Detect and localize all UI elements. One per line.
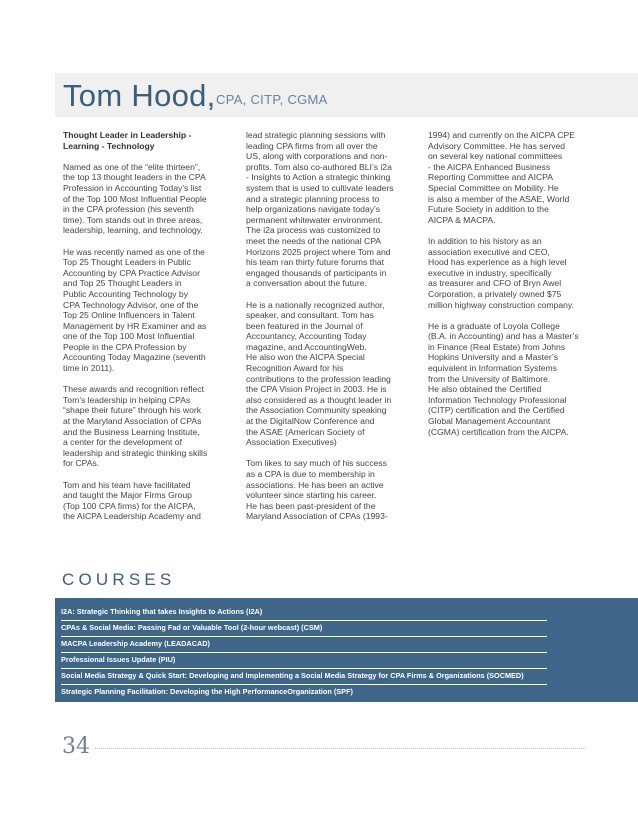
bio-line: association executive and CEO, [428, 246, 550, 257]
bio-line: million highway construction company. [428, 299, 575, 310]
bio-paragraph [428, 130, 598, 225]
course-item[interactable]: Social Media Strategy & Quick Start: Developing and Implementing a Social Media Strategy for CPA Firms & Organizations (SOCMED) [61, 668, 547, 685]
credentials: CPA, CITP, CGMA [216, 92, 328, 107]
bio-line: He also obtained the Certified [428, 384, 542, 395]
bio-line: Tom’s leadership in helping CPAs [63, 394, 191, 405]
bio-line: is also a member of the ASAE, World [428, 193, 570, 204]
bio-line: his team ran thirty future forums that [246, 257, 385, 268]
bio-line: equivalent in Information Systems [428, 363, 557, 374]
bio-line: leadership and strategic thinking skills [63, 447, 208, 458]
bio-line: US, along with corporations and non- [246, 151, 388, 162]
bio-line: He is a graduate of Loyola College [428, 320, 560, 331]
bio-line: Management by HR Examiner and as [63, 320, 207, 331]
bio-paragraph [246, 300, 416, 448]
bio-line: Profession in Accounting Today’s list [63, 182, 202, 193]
bio-line: He has been past-president of the [246, 500, 376, 511]
bio-line: help organizations navigate today’s [246, 204, 381, 215]
page-title: Tom Hood, [63, 78, 216, 113]
courses-heading: COURSES [62, 570, 176, 589]
course-item[interactable]: Professional Issues Update (PIU) [61, 652, 547, 669]
bio-line: Tom and his team have facilitated [63, 479, 191, 490]
bio-line: Named as one of the “elite thirteen”, [63, 161, 201, 172]
bio-paragraph [63, 162, 233, 236]
bio-line: on several key national committees [428, 151, 563, 162]
bio-line: Future Society in addition to the [428, 204, 549, 215]
bio-line: as a CPA is due to membership in [246, 469, 375, 479]
bio-line: Public Accounting Technology by [63, 288, 189, 299]
bio-line: These awards and recognition reflect [63, 384, 204, 395]
bio-line: and a strategic planning process to [246, 193, 380, 204]
course-item[interactable]: I2A: Strategic Thinking that takes Insights to Actions (I2A) [61, 604, 547, 621]
bio-line: Hopkins University and a Master’s [428, 352, 559, 363]
bio-line: a center for the development of [63, 437, 182, 448]
bio-line: leadership, learning, and technology. [63, 225, 203, 236]
bio-line: and the Business Learning Institute, [63, 426, 200, 437]
bio-line: “shape their future” through his work [63, 405, 202, 416]
bio-line: and Top 25 Thought Leaders in [63, 278, 182, 289]
course-item[interactable]: Strategic Planning Facilitation: Developing the High PerformanceOrganization (SPF) [61, 687, 353, 696]
bio-line: In addition to his history as an [428, 235, 542, 246]
bio-paragraph [246, 130, 416, 289]
bio-line: the CPA Vision Project in 2003. He is [246, 384, 387, 395]
bio-line: (B.A. in Accounting) and has a Master’s [428, 331, 579, 342]
bio-line: The i2a process was customized to [246, 225, 381, 236]
course-item[interactable]: MACPA Leadership Academy (LEADACAD) [61, 636, 547, 653]
bio-paragraph [63, 247, 233, 374]
bio-line: in the CPA profession (his seventh [63, 204, 194, 215]
bio-line: leading CPA firms from all over the [246, 140, 378, 151]
bio-line: Accounting Today Magazine (seventh [63, 352, 206, 363]
bio-line: He was recently named as one of the [63, 246, 205, 257]
bio-line: the AICPA Leadership Academy and [63, 511, 201, 522]
bio-line: Learning - Technology [63, 140, 155, 151]
bio-line: Accountancy, Accounting Today [246, 331, 367, 342]
bio-line: CPA Technology Advisor, one of the [63, 299, 199, 310]
bio-line: Top 25 Thought Leaders in Public [63, 257, 191, 268]
bio-line: the top 13 thought leaders in the CPA [63, 172, 206, 183]
bio-line: from the University of Baltimore. [428, 373, 551, 384]
bio-column-3 [428, 130, 598, 448]
bio-column-2 [246, 130, 416, 533]
bio-line: also considered as a thought leader in [246, 394, 392, 405]
bio-line: a conversation about the future. [246, 278, 367, 289]
bio-line: magazine, and AccountingWeb. [246, 341, 367, 352]
bio-paragraph [63, 130, 233, 151]
bio-column-1 [63, 130, 233, 533]
bio-paragraph [246, 458, 416, 522]
course-item[interactable]: CPAs & Social Media: Passing Fad or Valuable Tool (2-hour webcast) (CSM) [61, 620, 547, 637]
bio-line: speaker, and consultant. Tom has [246, 310, 374, 321]
bio-line: at the DigitalNow Conference and [246, 416, 375, 427]
footer-rule [95, 748, 586, 749]
bio-line: He is a nationally recognized author, [246, 299, 385, 310]
bio-line: Corporation, a privately owned $75 [428, 288, 562, 299]
bio-line: system that is used to cultivate leaders [246, 182, 394, 193]
bio-line: Maryland Association of CPAs (1993- [246, 511, 388, 522]
bio-line: Accounting by CPA Practice Advisor [63, 267, 200, 278]
bio-line: People in the CPA Profession by [63, 341, 187, 352]
bio-paragraph [428, 321, 598, 438]
bio-line: been featured in the Journal of [246, 320, 363, 331]
bio-paragraph [63, 480, 233, 522]
bio-line: Special Committee on Mobility. He [428, 182, 559, 193]
bio-line: Association Executives) [246, 437, 337, 448]
bio-line: time in 2011). [63, 363, 115, 374]
bio-line: in Finance (Real Estate) from Johns [428, 341, 566, 352]
bio-line: associations. He has been an active [246, 479, 384, 490]
bio-line: 1994) and currently on the AICPA CPE [428, 130, 575, 140]
bio-line: and taught the Major Firms Group [63, 490, 192, 501]
bio-line: time). Tom stands out in three areas, [63, 214, 203, 225]
bio-line: He also won the AICPA Special [246, 352, 365, 363]
bio-line: (CGMA) certification from the AICPA. [428, 426, 569, 437]
bio-line: Information Technology Professional [428, 394, 567, 405]
bio-line: Top 25 Online Influencers in Talent [63, 310, 195, 321]
bio-line: the Association Community speaking [246, 405, 387, 416]
bio-line: Horizons 2025 project where Tom and [246, 246, 391, 257]
bio-line: contributions to the profession leading [246, 373, 391, 384]
bio-line: lead strategic planning sessions with [246, 130, 386, 140]
bio-line: Recognition Award for his [246, 363, 344, 374]
bio-line: Global Management Accountant [428, 416, 551, 427]
bio-line: engaged thousands of participants in [246, 267, 387, 278]
bio-line: permanent whitewater environment. [246, 214, 383, 225]
bio-paragraph [63, 384, 233, 469]
bio-line: the ASAE (American Society of [246, 426, 365, 437]
bio-line: as treasurer and CFO of Bryn Awel [428, 278, 562, 289]
bio-line: Tom likes to say much of his success [246, 458, 387, 469]
bio-line: - the AICPA Enhanced Business [428, 161, 551, 172]
bio-line: Thought Leader in Leadership - [63, 130, 192, 140]
bio-line: - Insights to Action a strategic thinking [246, 172, 391, 183]
page-number: 34 [62, 734, 90, 759]
bio-line: Hood has experience as a high level [428, 257, 567, 268]
bio-line: for CPAs. [63, 458, 100, 469]
bio-line: Reporting Committee and AICPA [428, 172, 553, 183]
bio-line: AICPA & MACPA. [428, 214, 496, 225]
bio-line: (Top 100 CPA firms) for the AICPA, [63, 500, 196, 511]
bio-line: of the Top 100 Most Influential People [63, 193, 207, 204]
bio-line: profits. Tom also co-authored BLI’s i2a [246, 161, 392, 172]
bio-line: executive in industry, specifically [428, 267, 552, 278]
bio-paragraph [428, 236, 598, 310]
bio-line: at the Maryland Association of CPAs [63, 416, 202, 427]
bio-line: one of the Top 100 Most Influential [63, 331, 195, 342]
bio-line: meet the needs of the national CPA [246, 235, 382, 246]
bio-line: Advisory Committee. He has served [428, 140, 566, 151]
bio-line: (CITP) certification and the Certified [428, 405, 565, 416]
bio-line: volunteer since starting his career. [246, 490, 377, 501]
